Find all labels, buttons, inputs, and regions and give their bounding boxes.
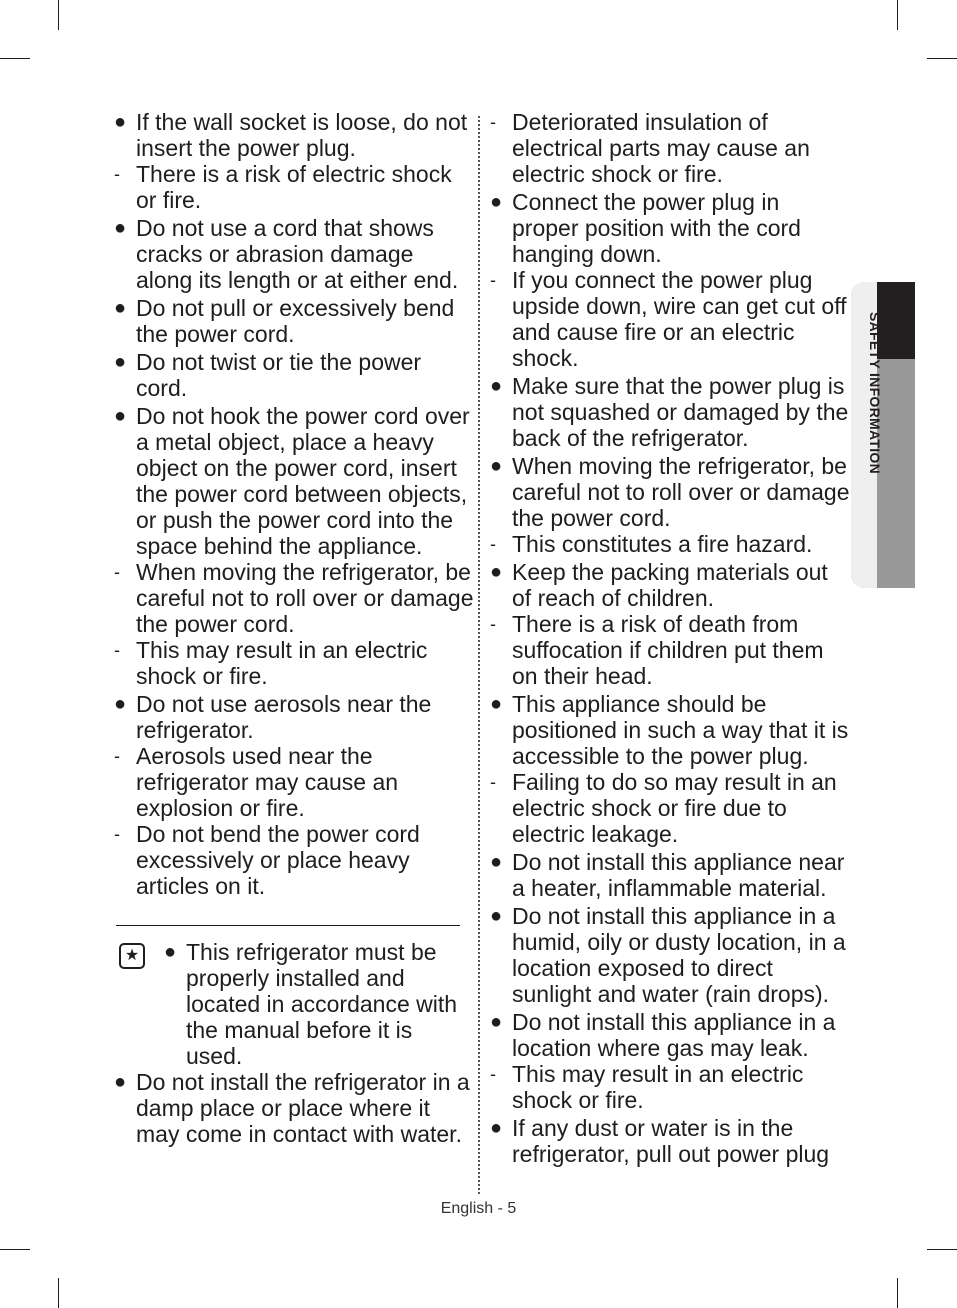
item-text: Do not twist or tie the power cord.	[136, 349, 422, 401]
bullet-item	[490, 559, 850, 611]
bullet-item	[490, 453, 850, 531]
bullet-item	[114, 1069, 474, 1147]
bullet-item	[490, 373, 850, 451]
sub-item	[490, 109, 850, 187]
item-text: Do not use a cord that shows cracks or abrasion damage along its length or at either end.	[136, 215, 459, 293]
note-divider	[116, 925, 460, 926]
item-text: This may result in an electric shock or fire.	[512, 1061, 804, 1113]
bullet-marker: ●	[114, 297, 127, 319]
bullet-item	[114, 349, 474, 401]
star-note-icon: ★	[119, 943, 145, 969]
item-text: Do not install this appliance in a humid, oily or dusty location, in a location exposed to direct sunlight and water (rain drops).	[512, 903, 846, 1007]
dash-marker: -	[490, 112, 496, 132]
item-text: When moving the refrigerator, be careful not to roll over or damage the power cord.	[136, 559, 474, 637]
item-text: Make sure that the power plug is not squashed or damaged by the back of the refrigerator.	[512, 373, 849, 451]
item-text: Failing to do so may result in an electric shock or fire due to electric leakage.	[512, 769, 837, 847]
bullet-marker: ●	[114, 1071, 127, 1093]
bullet-item	[490, 849, 850, 901]
item-text: Do not hook the power cord over a metal object, place a heavy object on the power cord, insert the power cord between objects, or push the power cord into the space behind the appliance.	[136, 403, 470, 559]
bullet-item	[490, 903, 850, 1007]
item-text: This constitutes a fire hazard.	[512, 531, 813, 557]
left-column	[114, 109, 474, 899]
item-text: If any dust or water is in the refrigerator, pull out power plug	[512, 1115, 830, 1167]
sub-item	[490, 769, 850, 847]
sub-item	[114, 821, 474, 899]
item-text: If you connect the power plug upside down, wire can get cut off and cause fire or an electric shock.	[512, 267, 847, 371]
item-text: Do not install this appliance near a heater, inflammable material.	[512, 849, 845, 901]
bullet-item	[114, 295, 474, 347]
bullet-item	[114, 403, 474, 559]
section-tab-label: SAFETY INFORMATION	[867, 312, 883, 474]
sub-item	[490, 267, 850, 371]
crop-mark	[897, 0, 898, 30]
dash-marker: -	[490, 772, 496, 792]
page-number: English - 5	[440, 1200, 517, 1217]
item-text: Connect the power plug in proper position with the cord hanging down.	[512, 189, 801, 267]
dash-marker: -	[490, 270, 496, 290]
sub-item	[114, 161, 474, 213]
dash-marker: -	[490, 614, 496, 634]
crop-mark	[0, 58, 30, 59]
bullet-marker: ●	[114, 217, 127, 239]
dash-marker: -	[114, 562, 120, 582]
item-text: Deteriorated insulation of electrical parts may cause an electric shock or fire.	[512, 109, 810, 187]
item-text: This appliance should be positioned in such a way that it is accessible to the power plug.	[512, 691, 849, 769]
dash-marker: -	[490, 1064, 496, 1084]
crop-mark	[927, 58, 957, 59]
note-text: This refrigerator must be properly installed and located in accordance with the manual before it is used.	[186, 939, 458, 1069]
bullet-marker: ●	[114, 111, 127, 133]
item-text: When moving the refrigerator, be careful not to roll over or damage the power cord.	[512, 453, 850, 531]
dash-marker: -	[114, 746, 120, 766]
crop-mark	[58, 1278, 59, 1308]
item-text: If the wall socket is loose, do not insert the power plug.	[136, 109, 468, 161]
bullet-marker: ●	[490, 693, 503, 715]
section-tab	[851, 282, 915, 588]
item-text: Do not install this appliance in a location where gas may leak.	[512, 1009, 836, 1061]
sub-item	[490, 1061, 850, 1113]
dash-marker: -	[114, 640, 120, 660]
item-text: This may result in an electric shock or fire.	[136, 637, 428, 689]
item-text: Keep the packing materials out of reach of children.	[512, 559, 828, 611]
bullet-item	[114, 109, 474, 161]
item-text: Do not use aerosols near the refrigerator.	[136, 691, 432, 743]
sub-item	[114, 637, 474, 689]
bullet-item	[114, 691, 474, 743]
crop-mark	[897, 1278, 898, 1308]
bullet-item	[490, 1009, 850, 1061]
sub-item	[114, 743, 474, 821]
bullet-item	[490, 1115, 850, 1167]
bullet-marker: ●	[490, 375, 503, 397]
bullet-marker: ●	[490, 851, 503, 873]
item-text: There is a risk of death from suffocation if children put them on their head.	[512, 611, 824, 689]
item-text: There is a risk of electric shock or fire.	[136, 161, 452, 213]
column-divider	[478, 116, 480, 1194]
bullet-marker: ●	[490, 191, 503, 213]
bullet-marker: ●	[114, 351, 127, 373]
crop-mark	[0, 1249, 30, 1250]
item-text: Do not bend the power cord excessively or place heavy articles on it.	[136, 821, 420, 899]
crop-mark	[58, 0, 59, 30]
note-box	[164, 939, 464, 1069]
dash-marker: -	[114, 824, 120, 844]
item-text: Do not pull or excessively bend the power cord.	[136, 295, 455, 347]
bullet-item	[490, 189, 850, 267]
right-column	[490, 109, 850, 1167]
note-item	[164, 939, 464, 1069]
item-text: Aerosols used near the refrigerator may cause an explosion or fire.	[136, 743, 399, 821]
lower-left-list	[114, 1069, 474, 1147]
dash-marker: -	[490, 534, 496, 554]
bullet-marker: ●	[490, 905, 503, 927]
bullet-marker: ●	[114, 405, 127, 427]
item-text: Do not install the refrigerator in a damp place or place where it may come in contact with water.	[136, 1069, 470, 1147]
bullet-marker: ●	[490, 561, 503, 583]
bullet-item	[114, 215, 474, 293]
dash-marker: -	[114, 164, 120, 184]
sub-item	[490, 611, 850, 689]
crop-mark	[927, 1249, 957, 1250]
bullet-marker: ●	[490, 1117, 503, 1139]
bullet-marker: ●	[114, 693, 127, 715]
sub-item	[114, 559, 474, 637]
bullet-item	[490, 691, 850, 769]
sub-item	[490, 531, 850, 557]
bullet-marker: ●	[490, 1011, 503, 1033]
bullet-marker: ●	[164, 941, 177, 963]
bullet-marker: ●	[490, 455, 503, 477]
